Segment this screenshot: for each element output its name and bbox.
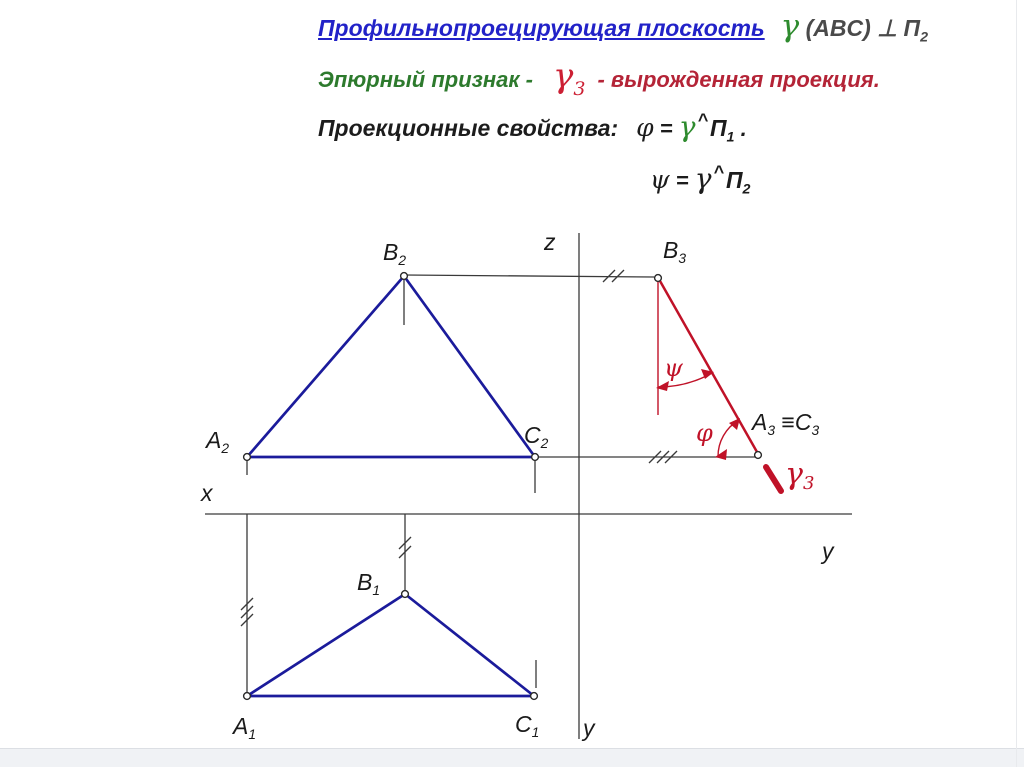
- edge-A2-B2: [247, 276, 404, 457]
- gamma3-symbol: [553, 56, 586, 100]
- pi2-glyph: П: [725, 167, 743, 193]
- epure-feature-line: [318, 56, 880, 100]
- point-B3: [655, 275, 662, 282]
- heading-title: Профильнопроецирующая плоскость: [318, 15, 765, 41]
- heading-line: [318, 8, 928, 46]
- plane-formula: [799, 15, 929, 46]
- gamma-dark-symbol: γ: [694, 162, 712, 195]
- label-C2: $C_2$: [524, 422, 549, 451]
- label-x: x: [201, 480, 213, 506]
- point-A2: [244, 454, 251, 461]
- pi1-glyph: П: [710, 115, 727, 141]
- phi-formula: [636, 110, 747, 146]
- edge-B2-C2: [404, 276, 535, 457]
- angle-caret: ^: [713, 162, 724, 182]
- label-B3: $B_3$: [663, 237, 687, 266]
- label-psi: ψ: [664, 354, 683, 382]
- slide-right-edge: [1016, 0, 1017, 767]
- label-gamma3: γ3: [785, 457, 815, 494]
- label-C1: $C_1$: [515, 711, 540, 740]
- point-B1: [402, 591, 409, 598]
- pi2-symbol: [725, 167, 751, 198]
- point-A3C3: [755, 452, 762, 459]
- psi-symbol: ψ: [650, 165, 670, 194]
- label-z: z: [544, 229, 556, 255]
- label-A3C3: $A_3 \equiv C_3$: [752, 409, 820, 438]
- gamma-symbol: γ: [780, 8, 800, 44]
- edge-A1-B1: [247, 594, 405, 696]
- point-A1: [244, 693, 251, 700]
- pi1-symbol: [710, 115, 735, 146]
- projection-properties-line: [318, 110, 747, 146]
- epure-feature-label: Эпюрный признак -: [318, 67, 533, 92]
- label-A1: $A_1$: [233, 713, 257, 742]
- plane-formula-text: (ABC) ⊥ П: [799, 15, 921, 41]
- label-y-bottom: y: [583, 715, 595, 741]
- gamma-green-symbol: γ: [678, 110, 696, 143]
- trailing-dot: .: [734, 116, 747, 141]
- pi1-subscript: 1: [726, 129, 735, 146]
- psi-formula-line: [650, 162, 750, 198]
- point-B2: [401, 273, 408, 280]
- equals-sign: =: [653, 116, 679, 141]
- gamma3-subscript: 3: [573, 77, 586, 100]
- arrow-phi-bottom: [715, 449, 727, 460]
- plane-formula-subscript: 2: [920, 29, 929, 46]
- label-B1: $B_1$: [357, 569, 381, 598]
- degenerate-projection-text: - вырожденная проекция.: [597, 67, 880, 92]
- point-C1: [531, 693, 538, 700]
- footer-strip: [0, 748, 1024, 767]
- label-B2: $B_2$: [383, 239, 407, 268]
- projection-properties-label: Проекционные свойства:: [318, 115, 619, 141]
- point-C2: [532, 454, 539, 461]
- phi-symbol: φ: [636, 113, 654, 142]
- label-y-right: y: [822, 538, 834, 564]
- label-A2: $A_2$: [206, 427, 230, 456]
- arrow-phi-top: [729, 418, 740, 430]
- edge-B1-C1: [405, 594, 534, 696]
- pi2-subscript: 2: [742, 181, 751, 198]
- gamma3-glyph: γ: [553, 56, 574, 96]
- trace-gamma3: [766, 467, 781, 491]
- label-phi: φ: [696, 419, 713, 447]
- equals-sign: =: [669, 168, 695, 193]
- angle-caret: ^: [697, 110, 708, 130]
